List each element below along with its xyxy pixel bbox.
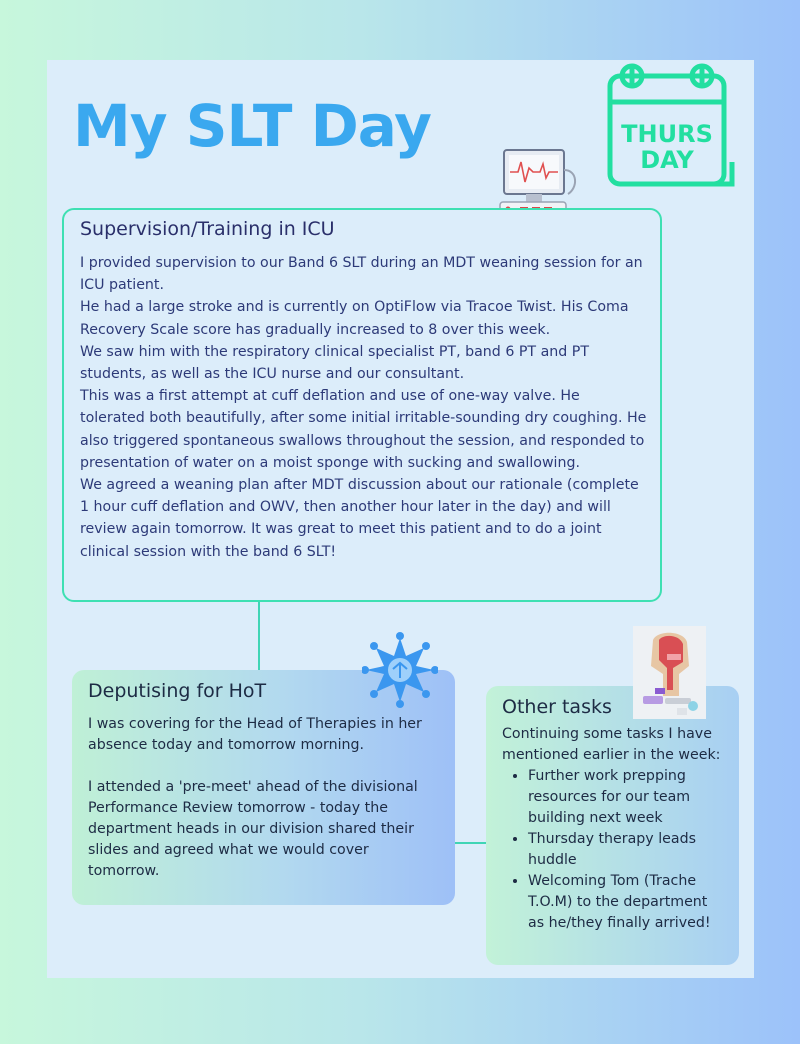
hot-paragraph-1: I was covering for the Head of Therapies in her absence today and tomorrow morning. — [88, 716, 422, 753]
icu-paragraph-1: I provided supervision to our Band 6 SLT during an MDT weaning session for an ICU patient. — [80, 255, 643, 294]
calendar-icon — [606, 62, 736, 190]
icu-card — [62, 208, 662, 602]
network-star-icon — [362, 632, 438, 708]
icu-paragraph-2: He had a large stroke and is currently on OptiFlow via Tracoe Twist. His Coma Recovery Scale score has gradually increased to 8 over this week. — [80, 299, 629, 338]
list-item: • Further work prepping resources for our team building next week — [528, 766, 725, 829]
tasks-intro: Continuing some tasks I have mentioned earlier in the week: — [502, 726, 721, 763]
calendar-line1: THURS — [621, 120, 713, 148]
calendar-line2: DAY — [640, 146, 694, 174]
list-item: • Welcoming Tom (Trache T.O.M) to the department as he/they finally arrived! — [528, 871, 725, 934]
hot-heading: Deputising for HoT — [88, 680, 267, 702]
tasks-list — [502, 766, 725, 934]
anatomy-model-image — [633, 626, 706, 719]
hot-paragraph-2: I attended a 'pre-meet' ahead of the divisional Performance Review tomorrow - today the department heads in our division shared their slides and agreed what we would cover tomorrow. — [88, 779, 418, 879]
tasks-card — [486, 686, 739, 965]
connector-line-vertical — [258, 601, 260, 671]
connector-line-horizontal — [455, 842, 487, 844]
icu-heading: Supervision/Training in ICU — [80, 218, 335, 240]
icu-paragraph-3: We saw him with the respiratory clinical specialist PT, band 6 PT and PT students, as well as the ICU nurse and our consultant. — [80, 343, 590, 383]
icu-paragraph-5: We agreed a weaning plan after MDT discussion about our rationale (complete 1 hour cuff deflation and OWV, then another hour later in the day) and will review again tomorrow. It was great to meet this patient and to do a joint clinical session with the band 6 SLT! — [80, 477, 639, 560]
tasks-heading: Other tasks — [502, 696, 612, 718]
page-title: My SLT Day — [73, 92, 431, 160]
list-item: • Thursday therapy leads huddle — [528, 829, 725, 871]
icu-paragraph-4: This was a first attempt at cuff deflation and use of one-way valve. He tolerated both beautifully, after some initial irritable-sounding dry coughing. He also triggered spontaneous swallows throughout the session, and responded to presentation of water on a moist sponge with sucking and swallowing. — [80, 388, 647, 471]
